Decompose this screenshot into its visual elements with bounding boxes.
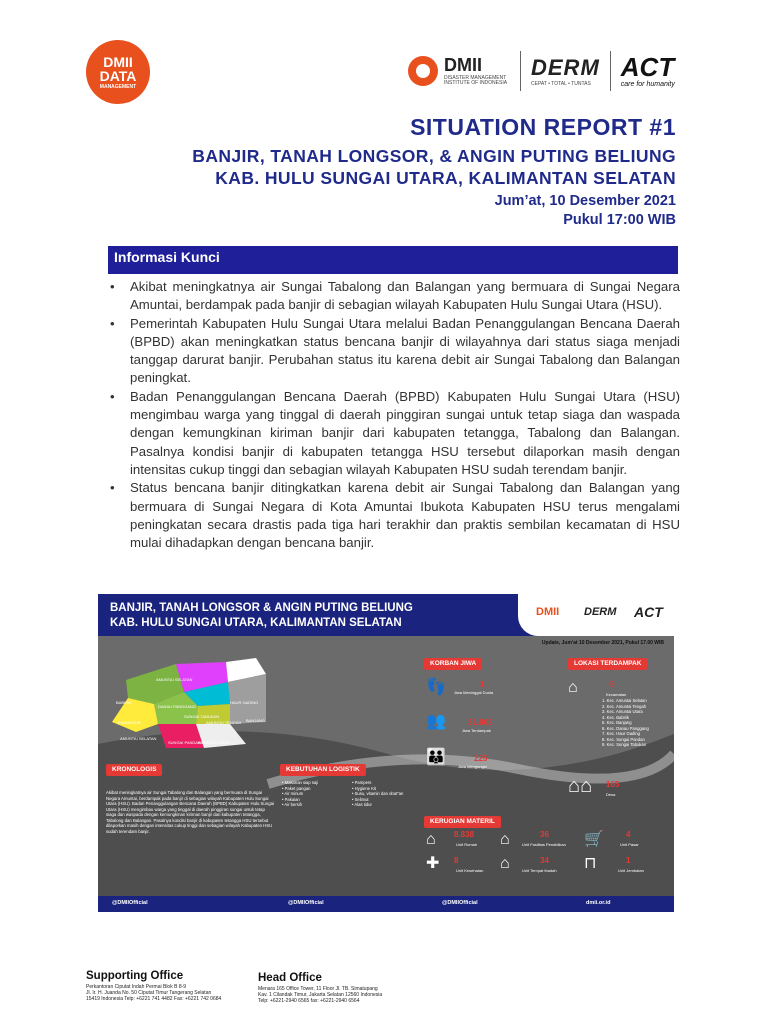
map-label: SUNGAI PANDAN — [168, 740, 201, 745]
logistik-item: • Air bersih — [282, 802, 303, 807]
key-info-bullet: • Pemerintah Kabupaten Hulu Sungai Utara melalui Badan Penanggulangan Bencana Daerah (BPBD) akan meningkatkan status bencana banjir di wilayahnya dari status siaga menjadi tanggap darurat banjir. Perubahan status itu karena debit air Sungai Tabalong dan Balangan peningkat. — [108, 315, 680, 388]
kerugian-value: 4 — [626, 830, 631, 839]
derm-name: DERM — [531, 55, 600, 80]
kecamatan-item: 8. Kec. Sungai Pandan — [602, 736, 645, 742]
infographic — [98, 594, 674, 912]
kerugian-value: 8 — [454, 856, 459, 865]
korban-value: 225 — [474, 754, 488, 763]
supporting-office-line: Jl. Ir. H. Juanda No. 50 Ciputat Timur Tangerang Selatan — [86, 990, 212, 996]
infographic-logos — [518, 594, 674, 636]
logo-line-1: DMII — [103, 54, 133, 70]
key-info-bullet: • Status bencana banjir ditingkatkan karena debit air Sungai Tabalong dan Balangan yang bermuara di Sungai Negara di Kota Amuntai Ibukota Kabupaten HSU terus mengalami peningkatan secara drastis pada tiga hari terakhir dan praktis sembilan kecamatan di HSU mulai dihadapkan dengan bencana banjir. — [108, 479, 680, 552]
infographic-header — [98, 594, 674, 636]
korban-value: 31.803 — [468, 718, 493, 727]
logistik-label: KEBUTUHAN LOGISTIK — [280, 764, 366, 776]
instagram-handle: @DMIIOfficial — [112, 900, 148, 906]
logo-divider — [520, 51, 521, 91]
supporting-office — [86, 970, 256, 1002]
kecamatan-item: 7. Kec. Haur Gading — [602, 731, 640, 736]
kerugian-label: Unit Fasilitas Pendidikan — [522, 842, 566, 847]
dmii-logo-icon — [408, 56, 438, 86]
korban-label: Jiwa Meninggal Dunia — [454, 690, 494, 695]
mini-dmii-logo: DMII — [536, 606, 560, 618]
house-icon: ⌂ — [426, 831, 436, 848]
twitter-handle: @DMIIOfficial — [442, 900, 478, 906]
health-icon: ✚ — [426, 855, 440, 872]
infographic-title — [110, 601, 413, 631]
kerugian-value: 8.838 — [454, 830, 475, 839]
houses-icon: ⌂⌂ — [568, 775, 593, 797]
logistik-item: • Susu, vitamin dan obat"an — [352, 791, 404, 796]
map-label: AMUNTAI SELATAN — [120, 736, 157, 741]
supporting-office-heading: Supporting Office — [86, 970, 184, 982]
head-office-line: Kav. 1 Cilandak Timur, Jakarta Selatan 12560 Indonesia — [258, 992, 383, 998]
kecamatan-list — [602, 698, 649, 748]
logistik-item: • Paket pangan — [282, 785, 311, 791]
logistik-list-2 — [352, 780, 403, 808]
logistik-item: • Pakaian — [282, 796, 300, 802]
kecamatan-item: 1. Kec. Amuntai Selatan — [602, 698, 647, 703]
map-label: BABIRIK — [116, 700, 132, 705]
supporting-office-line: Perkantoran Ciputat Indah Permai Blok B 8-9 — [86, 984, 187, 990]
kecamatan-count: 9 — [610, 680, 615, 689]
infographic-title-line2: KAB. HULU SUNGAI UTARA, KALIMANTAN SELATAN — [110, 617, 402, 629]
mini-derm-logo: DERM — [584, 606, 617, 618]
map-label: AMUNTAI SELATAN — [156, 677, 193, 682]
report-title: SITUATION REPORT #1 — [410, 114, 676, 140]
logistik-item: • Hygiene Kit — [352, 785, 377, 791]
head-office-line: Menara 165 Office Tower, 11 Floor Jl. TB. Simatupang — [258, 986, 378, 992]
dmii-name: DMII — [444, 54, 482, 75]
logistik-item: • Makanan siap saji — [282, 780, 319, 785]
dmii-data-logo — [86, 40, 150, 104]
korban-label: Jiwa Mengungsi — [458, 764, 487, 769]
kronologis-text: Akibat meningkatnya air Sungai Tabalong dan Balangan yang bermuara di Sungai Negara Amuntai, berdampak pada banjir di sebagian wilayah Kabupaten Hulu Sungai Utara (HSU). Badan Penanggulangan Bencana Daerah (BPBD) Kabupaten Hulu Sungai Utara (HSU) mengimbau warga yang tinggal di daerah pinggiran sungai untuk tetap siaga dan waspada dengan kemungkinan kiriman banjir dari kabupaten tetangga, Tabalong dan Balangan. Pasalnya kondisi banjir di kabupaten tetangga HSU tersebut dilaporkan masih dengan intensitas cukup tinggi dan sebagian wilayah Kabupaten HSU sudah terendam banjir. — [106, 790, 274, 834]
mini-act-logo: ACT — [634, 604, 663, 620]
korban-jiwa-label: KORBAN JIWA — [424, 658, 482, 670]
logo-line-2: DATA — [99, 68, 137, 84]
map-label: SUNGAI TABUKAN — [184, 714, 219, 719]
kerugian-label: Unit Jembatan — [618, 868, 644, 873]
location-title: KAB. HULU SUNGAI UTARA, KALIMANTAN SELATAN — [215, 168, 676, 188]
group-icon: 👥 — [426, 713, 446, 730]
lokasi-terdampak-label: LOKASI TERDAMPAK — [568, 658, 647, 670]
korban-label: Jiwa Terdampak — [462, 728, 491, 733]
cart-icon: 🛒 — [584, 831, 604, 848]
school-icon: ⌂ — [500, 831, 510, 848]
report-titles — [192, 114, 676, 230]
korban-value: 1 — [480, 680, 485, 689]
kerugian-label: Unit Kesehatan — [456, 868, 484, 873]
kecamatan-label: Kecamatan — [606, 692, 627, 697]
facebook-handle: @DMIIOfficial — [288, 900, 324, 906]
logo-divider — [610, 51, 611, 91]
mosque-icon: ⌂ — [500, 855, 510, 872]
logistik-item: • Alas tidur — [352, 802, 372, 807]
dmii-subtitle: DISASTER MANAGEMENT INSTITUTE OF INDONESIA — [444, 74, 508, 86]
kecamatan-item: 9. Kec. Sungai Tabukan — [602, 742, 647, 747]
kerugian-value: 1 — [626, 856, 631, 865]
report-time: Pukul 17:00 WIB — [563, 212, 676, 228]
act-logo — [621, 54, 675, 88]
logistik-item: • Pampers — [352, 780, 372, 785]
family-icon: 👪 — [426, 749, 446, 766]
kerugian-label: Unit Tempat Ibadah — [522, 868, 557, 873]
head-office — [258, 972, 428, 1004]
logo-line-3: MANAGEMENT — [99, 84, 137, 90]
kecamatan-item: 5. Kec. Banjang — [602, 720, 632, 725]
update-stamp: Update, Jum'at 10 Desember 2021, Pukul 17.00 WIB — [541, 640, 664, 646]
kecamatan-item: 2. Kec. Amuntai Tengah — [602, 703, 647, 709]
infographic-title-line1: BANJIR, TANAH LONGSOR & ANGIN PUTING BELIUNG — [110, 602, 413, 614]
kerugian-materil-label: KERUGIAN MATERIL — [424, 816, 501, 828]
map-label: BANJANG — [246, 718, 265, 723]
act-tagline: care for humanity — [620, 81, 675, 88]
infographic-footer — [98, 896, 674, 912]
derm-subtitle: CEPAT • TOTAL • TUNTAS — [531, 81, 591, 87]
dmii-logo — [444, 56, 510, 87]
desa-label: Desa — [606, 792, 616, 797]
key-info-bullet: • Akibat meningkatnya air Sungai Tabalong dan Balangan yang bermuara di Sungai Negara Amuntai, berdampak pada banjir di sebagian wilayah Kabupaten Hulu Sungai Utara (HSU). — [108, 278, 680, 315]
map-label: AMUNTAI TENGAH — [206, 720, 242, 725]
kerugian-label: Unit Pasar — [620, 842, 639, 847]
logistik-item: • Air minum — [282, 791, 304, 796]
logistik-list-1 — [282, 780, 318, 808]
map-label: PAMINGGIR — [118, 720, 141, 725]
head-office-heading: Head Office — [258, 972, 322, 984]
desa-count: 165 — [606, 780, 620, 789]
house-icon: ⌂ — [568, 679, 578, 696]
footprints-icon: 👣 — [426, 679, 446, 696]
key-info-list — [108, 278, 680, 552]
kecamatan-item: 4. Kec. Babirik — [602, 714, 629, 720]
act-name: ACT — [620, 52, 675, 82]
website: dmii.or.id — [586, 900, 611, 906]
key-info-bullet: • Badan Penanggulangan Bencana Daerah (BPBD) Kabupaten Hulu Sungai Utara (HSU) mengimbau warga yang tinggal di daerah pinggiran sungai untuk tetap siaga dan waspada dengan kemungkinan kiriman banjir dari kabupaten tetangga, Tabalong dan Balangan. Pasalnya kondisi banjir di kabupaten tetangga HSU tersebut dilaporkan masih dengan intensitas cukup tinggi dan sebagian wilayah Kabupaten HSU sudah terendam banjir. — [108, 388, 680, 479]
bridge-icon: ⊓ — [584, 855, 597, 872]
supporting-office-line: 15419 Indonesia Telp: +6221 741 4482 Fax: +6221 742 0684 — [86, 996, 222, 1002]
logistik-item: • Selimut — [352, 796, 369, 802]
key-info-heading-bar — [108, 246, 678, 274]
report-date: Jum’at, 10 Desember 2021 — [494, 193, 676, 209]
map-label: DANAU PANGGANG — [158, 704, 196, 709]
kecamatan-item: 6. Kec. Danau Panggang — [602, 725, 649, 731]
kerugian-value: 34 — [540, 856, 549, 865]
kerugian-label: Unit Rumah — [456, 842, 478, 847]
map-label: AMUNTAI UTARA — [198, 740, 231, 745]
partner-logos — [408, 48, 675, 94]
key-info-heading: Informasi Kunci — [114, 249, 220, 265]
map-label: HAUR GADING — [230, 700, 259, 705]
kecamatan-item: 3. Kec. Amuntai Utara — [602, 709, 643, 714]
kronologis-label: KRONOLOGIS — [106, 764, 162, 776]
kerugian-value: 36 — [540, 830, 549, 839]
derm-logo — [531, 55, 600, 87]
head-office-line: Telp: +6221-2940 6565 fax: +6221-2940 6564 — [258, 998, 360, 1004]
disaster-title: BANJIR, TANAH LONGSOR, & ANGIN PUTING BELIUNG — [192, 146, 676, 166]
